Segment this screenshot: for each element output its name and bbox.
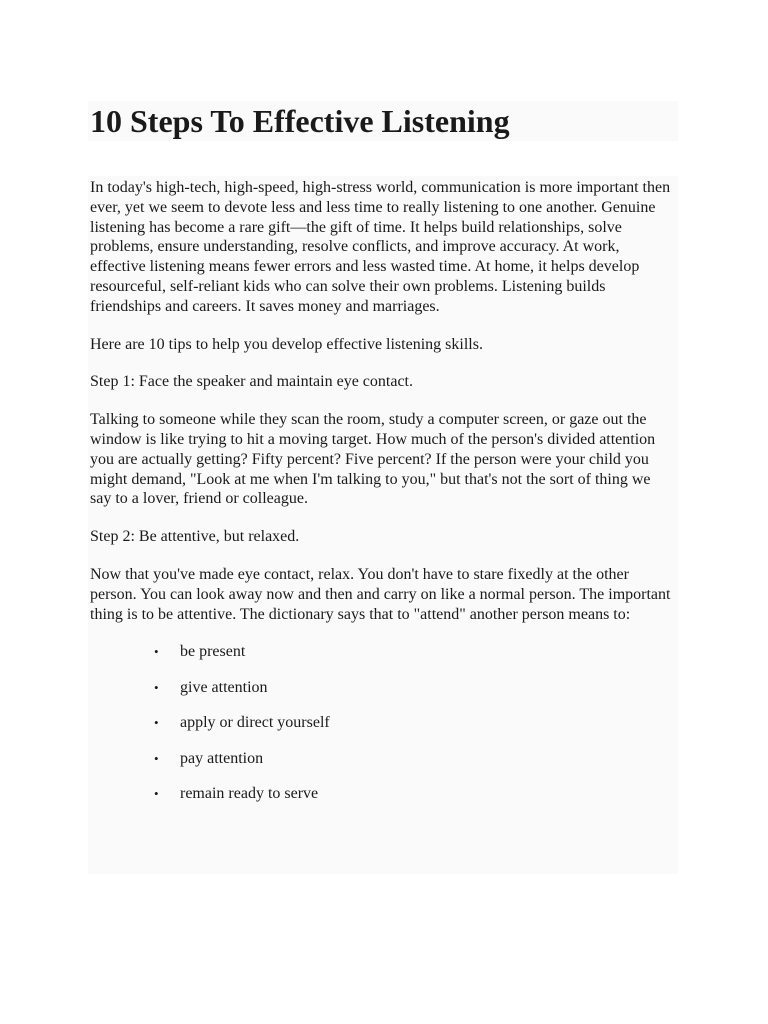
article-body	[90, 178, 674, 820]
list-item-text: be present	[180, 643, 246, 661]
step-1-heading: Step 1: Face the speaker and maintain eye contact.	[90, 373, 413, 391]
bullet-icon: •	[154, 750, 159, 766]
bullet-icon: •	[154, 786, 159, 802]
list-item-text: apply or direct yourself	[180, 714, 330, 732]
step-2-paragraph: Now that you've made eye contact, relax. You don't have to stare fixedly at the other person. You can look away now and then and carry on like a normal person. The important thing is to be attentive. The dictionary says that to "attend" another person means to:	[90, 565, 671, 623]
intro-paragraph: In today's high-tech, high-speed, high-stress world, communication is more important then ever, yet we seem to devote less and less time to really listening to one another. Genuine listening has become a rare gift—the gift of time. It helps build relationships, solve problems, ensure understanding, resolve conflicts, and improve accuracy. At work, effective listening means fewer errors and less wasted time. At home, it helps develop resourceful, self-reliant kids who can solve their own problems. Listening builds friendships and careers. It saves money and marriages.	[90, 179, 671, 315]
list-item-text: remain ready to serve	[180, 785, 319, 803]
list-item	[154, 713, 674, 733]
list-item-text: pay attention	[180, 749, 264, 767]
list-item	[154, 784, 674, 804]
list-item-text: give attention	[180, 678, 268, 696]
attend-definition-list	[90, 642, 674, 804]
document-title: 10 Steps To Effective Listening	[90, 103, 510, 139]
bullet-icon: •	[154, 679, 159, 695]
step-1-paragraph: Talking to someone while they scan the room, study a computer screen, or gaze out the window is like trying to hit a moving target. How much of the person's divided attention you are actually getting? Fifty percent? Five percent? If the person were your child you might demand, "Look at me when I'm talking to you," but that's not the sort of thing we say to a lover, friend or colleague.	[90, 411, 656, 508]
step-2-heading: Step 2: Be attentive, but relaxed.	[90, 528, 300, 546]
tips-intro-paragraph: Here are 10 tips to help you develop effective listening skills.	[90, 335, 483, 353]
list-item	[154, 749, 674, 769]
list-item	[154, 642, 674, 662]
bullet-icon: •	[154, 644, 159, 660]
list-item	[154, 678, 674, 698]
bullet-icon: •	[154, 715, 159, 731]
